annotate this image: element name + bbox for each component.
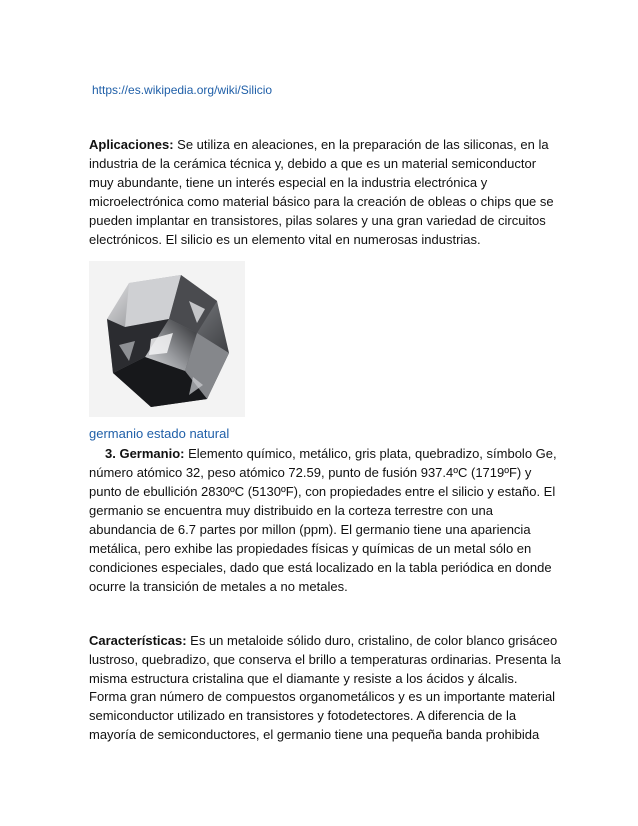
germanio-photo (89, 261, 245, 417)
caracteristicas-label: Características: (89, 633, 187, 648)
aplicaciones-text: Se utiliza en aleaciones, en la preparación de las siliconas, en la industria de la cerámica técnica y, debido a que es un material semiconductor muy abundante, tiene un interés especial en la industria electrónica y microelectrónica como material básico para la creación de obleas o chips que se pueden implantar en transistores, pilas solares y una gran variedad de circuitos electrónicos. El silicio es un elemento vital en numerosas industrias. (89, 137, 554, 247)
caracteristicas-paragraph (89, 631, 561, 688)
germanio-label: Germanio: (119, 446, 185, 461)
germanio-number: 3. (105, 446, 116, 461)
image-caption-link[interactable]: germanio estado natural (89, 426, 230, 441)
germanio-crystal-image (89, 261, 245, 417)
germanio-text: Elemento químico, metálico, gris plata, quebradizo, símbolo Ge, número atómico 32, peso atómico 72.59, punto de fusión 937.4ºC (1719ºF) y punto de ebullición 2830ºC (5130ºF), con propiedades entre el silicio y estaño. El germanio se encuentra muy distribuido en la corteza terrestre con una abundancia de 6.7 partes por millon (ppm). El germanio tiene una apariencia metálica, pero exhibe las propiedades físicas y químicas de un metal sólo en condiciones especiales, dado que está localizado en la tabla periódica en donde ocurre la transición de metales a no metales. (89, 446, 557, 594)
wikipedia-silicio-link[interactable]: https://es.wikipedia.org/wiki/Silicio (92, 83, 273, 97)
caracteristicas-text: Es un metaloide sólido duro, cristalino, de color blanco grisáceo lustroso, quebradizo, que conserva el brillo a temperaturas ordinarias. Presenta la misma estructura cristalina que el diamante y resiste a los ácidos y álcalis. (89, 633, 561, 686)
aplicaciones-label: Aplicaciones: (89, 137, 174, 152)
forma-paragraph: Forma gran número de compuestos organometálicos y es un importante material semiconductor utilizado en transistores y fotodetectores. A diferencia de la mayoría de semiconductores, el germanio tiene una pequeña banda prohibida (89, 689, 556, 742)
germanio-paragraph (89, 444, 561, 596)
aplicaciones-paragraph (89, 135, 561, 249)
